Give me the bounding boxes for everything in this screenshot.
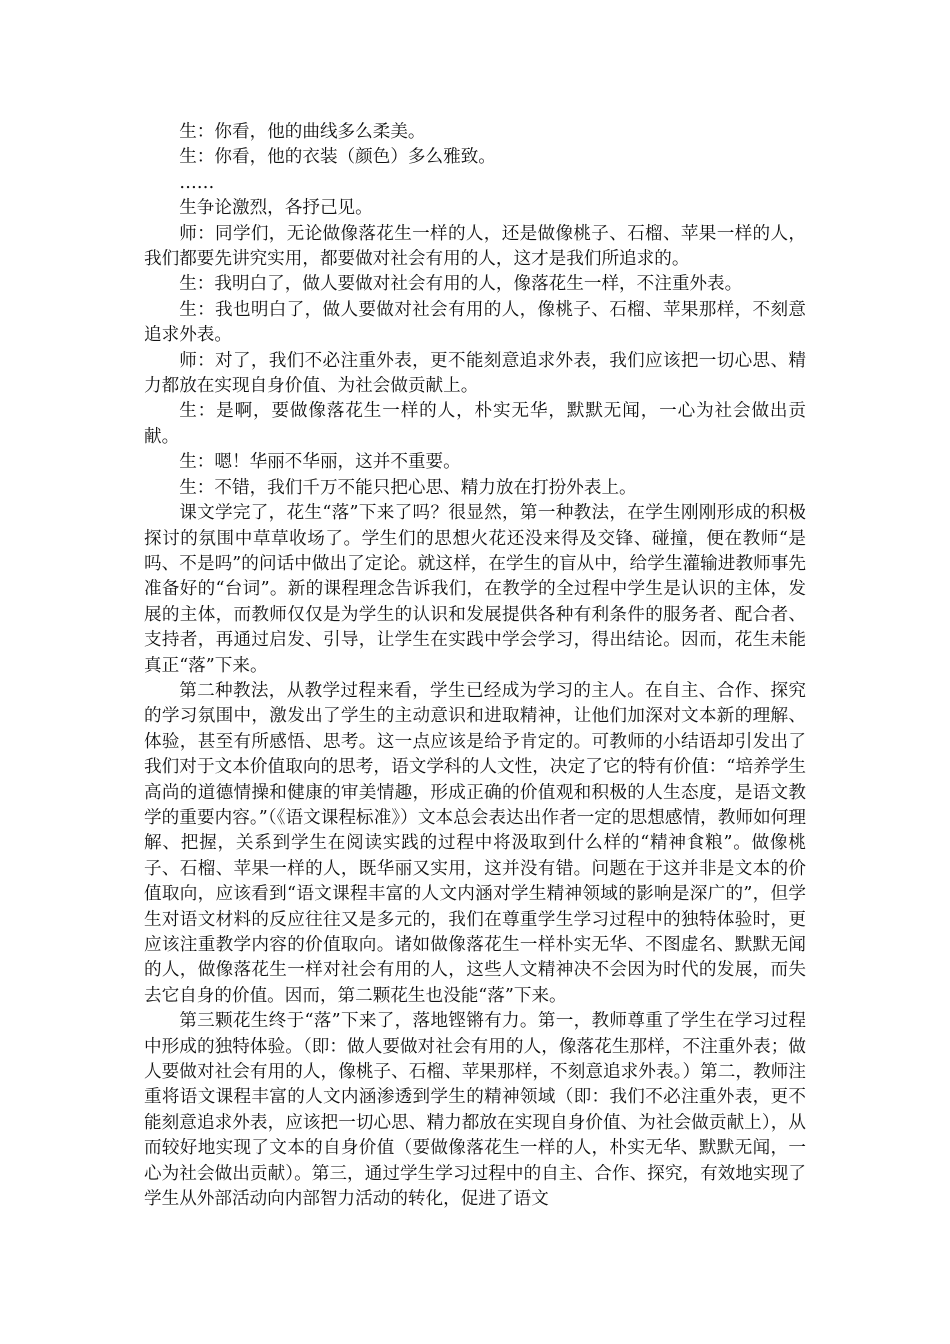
analysis-paragraph-1: 课文学完了，花生“落”下来了吗？很显然，第一种教法，在学生刚刚形成的积极探讨的氛围中草草收场了。学生们的思想火花还没来得及交锋、碰撞，便在教师“是吗、不是吗”的问话中做出了定论。就这样，在学生的盲从中，给学生灌输进教师事先准备好的“台词”。新的课程理念告诉我们，在教学的全过程中学生是认识的主体，发展的主体，而教师仅仅是为学生的认识和发展提供各种有利条件的服务者、配合者、支持者，再通过启发、引导，让学生在实践中学会学习，得出结论。因而，花生未能真正“落”下来。 [144,503,806,676]
dialogue-line: 师：同学们，无论做像落花生一样的人，还是做像桃子、石榴、苹果一样的人，我们都要先讲究实用，都要做对社会有用的人，这才是我们所追求的。 [144,223,806,270]
analysis-paragraph-3: 第三颗花生终于“落”下来了，落地铿锵有力。第一，教师尊重了学生在学习过程中形成的独特体验。（即：做人要做对社会有用的人，像落花生那样，不注重外表；做人要做对社会有用的人，像桃子、石榴、苹果那样，不刻意追求外表。）第二，教师注重将语文课程丰富的人文内涵渗透到学生的精神领域（即：我们不必注重外表，更不能刻意追求外表，应该把一切心思、精力都放在实现自身价值、为社会做贡献上），从而较好地实现了文本的自身价值（要做像落花生一样的人，朴实无华、默默无闻，一心为社会做出贡献）。第三，通过学生学习过程中的自主、合作、探究，有效地实现了学生从外部活动向内部智力活动的转化，促进了语文 [144,1011,806,1210]
narration-line: 生争论激烈，各抒己见。 [179,198,373,219]
dialogue-line: 生：嗯！华丽不华丽，这并不重要。 [179,452,461,473]
dialogue-line: 师：对了，我们不必注重外表，更不能刻意追求外表，我们应该把一切心思、精力都放在实现自身价值、为社会做贡献上。 [144,350,806,397]
dialogue-line: 生：是啊，要做像落花生一样的人，朴实无华，默默无闻，一心为社会做出贡献。 [144,401,806,447]
dialogue-line: 生：你看，他的衣装（颜色）多么雅致。 [179,147,496,168]
dialogue-line: 生：我也明白了，做人要做对社会有用的人，像桃子、石榴、苹果那样，不刻意追求外表。 [144,299,806,346]
dialogue-line: 生：不错，我们千万不能只把心思、精力放在打扮外表上。 [179,477,637,498]
analysis-paragraph-2: 第二种教法，从教学过程来看，学生已经成为学习的主人。在自主、合作、探究的学习氛围中，激发出了学生的主动意识和进取精神，让他们加深对文本新的理解、体验，甚至有所感悟、思考。这一点应该是给予肯定的。可教师的小结语却引发出了我们对于文本价值取向的思考，语文学科的人文性，决定了它的特有价值：“培养学生高尚的道德情操和健康的审美情趣，形成正确的价值观和积极的人生态度，是语文教学的重要内容。”（《语文课程标准》）文本总会表达出作者一定的思想感情，教师如何理解、把握，关系到学生在阅读实践的过程中将汲取到什么样的“精神食粮”。做像桃子、石榴、苹果一样的人，既华丽又实用，这并没有错。问题在于这并非是文本的价值取向，应该看到“语文课程丰富的人文内涵对学生精神领域的影响是深广的”，但学生对语文材料的反应往往又是多元的，我们在尊重学生学习过程中的独特体验时，更应该注重教学内容的价值取向。诸如做像落花生一样朴实无华、不图虚名、默默无闻的人，做像落花生一样对社会有用的人，这些人文精神决不会因为时代的发展，而失去它自身的价值。因而，第二颗花生也没能“落”下来。 [144,680,806,1006]
dialogue-line: 生：你看，他的曲线多么柔美。 [179,122,426,142]
dialogue-line: 生：我明白了，做人要做对社会有用的人，像落花生一样，不注重外表。 [179,274,743,295]
document-page [144,120,806,1212]
ellipsis-line: …… [179,172,215,193]
